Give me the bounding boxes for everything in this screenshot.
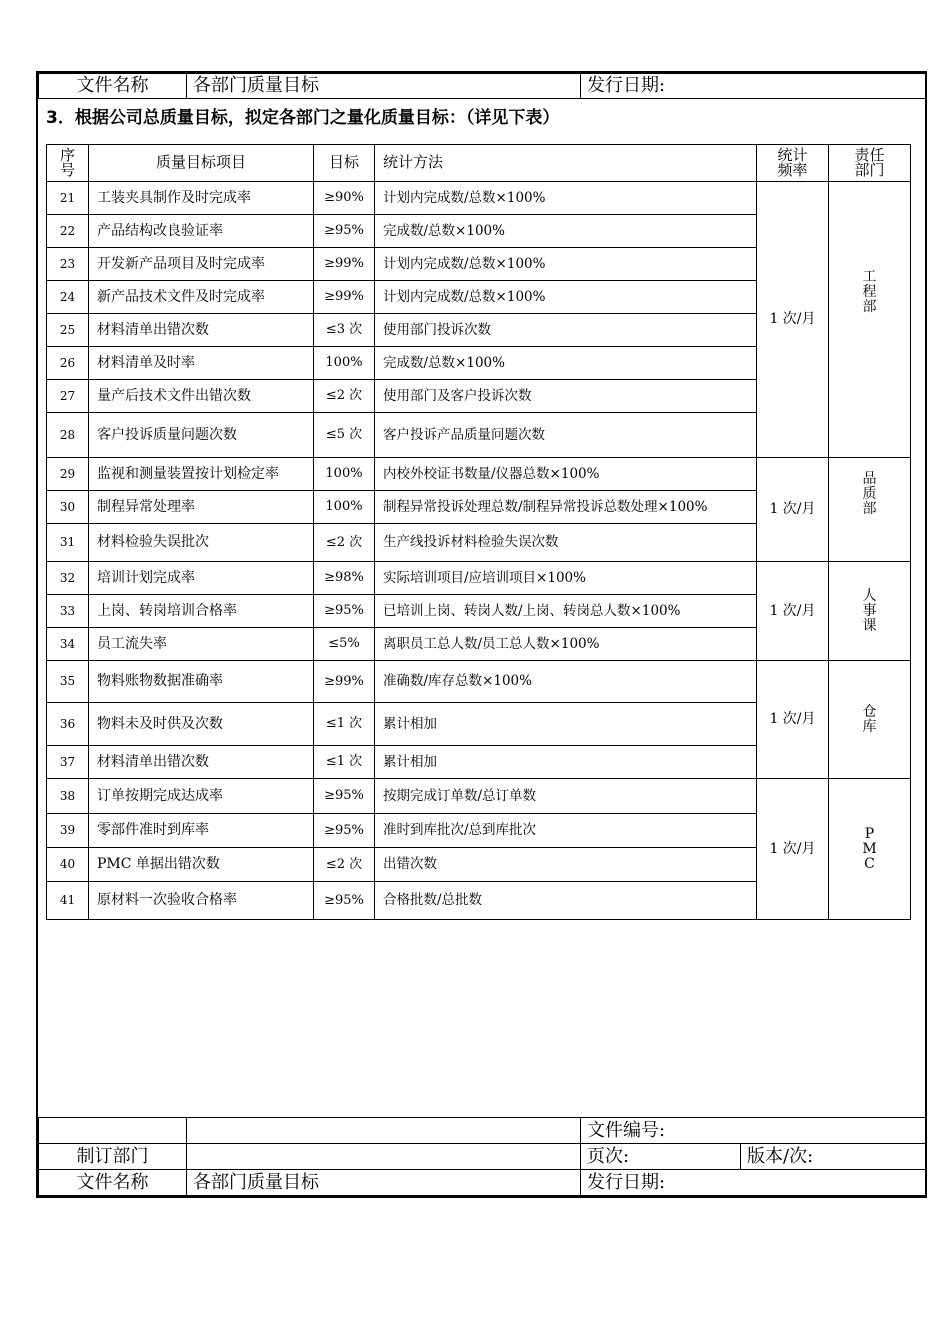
row-target: ≥90% [314,182,375,215]
row-item: 上岗、转岗培训合格率 [89,595,314,628]
row-item: 新产品技术文件及时完成率 [89,281,314,314]
doc-no-label: 文件编号: [581,1118,926,1144]
row-item: 培训计划完成率 [89,562,314,595]
row-number: 30 [47,491,89,524]
dept-group [829,661,911,779]
row-number: 27 [47,380,89,413]
row-item: 开发新产品项目及时完成率 [89,248,314,281]
row-item: 制程异常处理率 [89,491,314,524]
footer-file-name-value: 各部门质量目标 [187,1170,581,1196]
row-number: 31 [47,524,89,562]
row-target: ≤1 次 [314,703,375,746]
row-item: 物料账物数据准确率 [89,661,314,703]
file-name-label: 文件名称 [39,74,187,99]
row-method: 制程异常投诉处理总数/制程异常投诉总数处理×100% [375,491,757,524]
row-target: ≥98% [314,562,375,595]
dept-group-label: 人事课 [862,587,877,634]
document-footer [38,1117,926,1196]
page-label: 页次: [581,1144,741,1170]
row-number: 21 [47,182,89,215]
row-method: 计划内完成数/总数×100% [375,248,757,281]
row-target: ≥99% [314,248,375,281]
row-method: 使用部门投诉次数 [375,314,757,347]
row-method: 已培训上岗、转岗人数/上岗、转岗总人数×100% [375,595,757,628]
row-method: 出错次数 [375,848,757,882]
dept-group [829,779,911,920]
freq-group: 1 次/月 [757,661,829,779]
row-target: ≤5 次 [314,413,375,458]
row-number: 22 [47,215,89,248]
row-number: 40 [47,848,89,882]
dept-label: 制订部门 [39,1144,187,1170]
freq-group: 1 次/月 [757,562,829,661]
row-number: 41 [47,882,89,920]
row-number: 23 [47,248,89,281]
row-number: 34 [47,628,89,661]
dept-group-label: 工程部 [862,269,877,315]
row-target: 100% [314,491,375,524]
row-method: 累计相加 [375,746,757,779]
row-target: ≥99% [314,661,375,703]
col-method: 统计方法 [375,145,757,182]
col-dept: 责任部门 [829,145,911,182]
footer-file-name-label: 文件名称 [39,1170,187,1196]
row-method: 实际培训项目/应培训项目×100% [375,562,757,595]
row-number: 26 [47,347,89,380]
table-row [47,182,911,215]
row-item: 订单按期完成达成率 [89,779,314,814]
row-number: 32 [47,562,89,595]
row-method: 完成数/总数×100% [375,347,757,380]
dept-group-label: PMC [862,825,877,872]
dept-group [829,182,911,458]
row-item: 员工流失率 [89,628,314,661]
row-method: 使用部门及客户投诉次数 [375,380,757,413]
document-header [38,73,926,99]
row-item: 原材料一次验收合格率 [89,882,314,920]
row-target: 100% [314,347,375,380]
table-row [47,661,911,703]
row-method: 生产线投诉材料检验失误次数 [375,524,757,562]
row-method: 离职员工总人数/员工总人数×100% [375,628,757,661]
row-target: ≥95% [314,595,375,628]
row-item: 产品结构改良验证率 [89,215,314,248]
row-number: 36 [47,703,89,746]
dept-group-label: 仓库 [862,703,877,735]
table-row [47,562,911,595]
row-method: 合格批数/总批数 [375,882,757,920]
col-item: 质量目标项目 [89,145,314,182]
row-target: ≥95% [314,779,375,814]
row-target: ≥99% [314,281,375,314]
freq-group: 1 次/月 [757,458,829,562]
row-item: 材料清单出错次数 [89,746,314,779]
row-item: 监视和测量装置按计划检定率 [89,458,314,491]
col-target: 目标 [314,145,375,182]
row-target: ≥95% [314,814,375,848]
row-method: 准确数/库存总数×100% [375,661,757,703]
dept-group-label: 品质部 [862,471,877,517]
row-method: 内校外校证书数量/仪器总数×100% [375,458,757,491]
row-target: ≤2 次 [314,848,375,882]
row-item: 量产后技术文件出错次数 [89,380,314,413]
quality-goals-table [46,144,911,920]
row-method: 计划内完成数/总数×100% [375,281,757,314]
row-item: 材料检验失误批次 [89,524,314,562]
row-item: PMC 单据出错次数 [89,848,314,882]
row-method: 准时到库批次/总到库批次 [375,814,757,848]
row-target: 100% [314,458,375,491]
row-item: 物料未及时供及次数 [89,703,314,746]
row-target: ≥95% [314,215,375,248]
file-name-value: 各部门质量目标 [187,74,581,99]
row-target: ≥95% [314,882,375,920]
row-number: 39 [47,814,89,848]
row-item: 材料清单及时率 [89,347,314,380]
col-seq: 序号 [47,145,89,182]
row-item: 客户投诉质量问题次数 [89,413,314,458]
row-method: 完成数/总数×100% [375,215,757,248]
freq-group: 1 次/月 [757,182,829,458]
dept-group [829,562,911,661]
row-number: 29 [47,458,89,491]
row-number: 24 [47,281,89,314]
section-heading: 3．根据公司总质量目标，拟定各部门之量化质量目标：（详见下表） [46,108,560,128]
issue-date-label: 发行日期: [581,74,926,99]
row-method: 客户投诉产品质量问题次数 [375,413,757,458]
dept-group [829,458,911,562]
row-number: 35 [47,661,89,703]
row-target: ≤2 次 [314,524,375,562]
table-row [47,458,911,491]
table-header-row [47,145,911,182]
row-item: 工装夹具制作及时完成率 [89,182,314,215]
row-number: 28 [47,413,89,458]
row-number: 25 [47,314,89,347]
row-number: 33 [47,595,89,628]
row-method: 累计相加 [375,703,757,746]
footer-issue-date-label: 发行日期: [581,1170,926,1196]
document-frame [36,71,927,1198]
col-freq: 统计频率 [757,145,829,182]
row-target: ≤1 次 [314,746,375,779]
row-item: 零部件准时到库率 [89,814,314,848]
row-item: 材料清单出错次数 [89,314,314,347]
version-label: 版本/次: [741,1144,926,1170]
row-target: ≤5% [314,628,375,661]
row-number: 38 [47,779,89,814]
row-number: 37 [47,746,89,779]
row-method: 计划内完成数/总数×100% [375,182,757,215]
row-method: 按期完成订单数/总订单数 [375,779,757,814]
freq-group: 1 次/月 [757,779,829,920]
row-target: ≤2 次 [314,380,375,413]
row-target: ≤3 次 [314,314,375,347]
table-row [47,779,911,814]
